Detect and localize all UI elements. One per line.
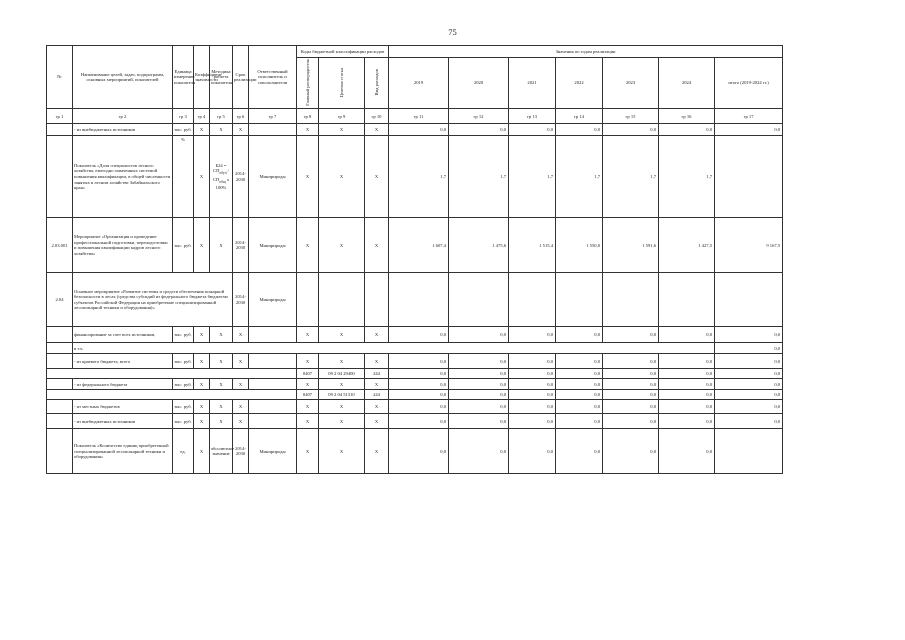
row-value: 0,0 <box>603 124 659 136</box>
row-value: 0,0 <box>509 354 556 369</box>
header-kbk1-text: Главный распорядитель <box>304 59 310 106</box>
row-value: 0,0 <box>603 400 659 414</box>
row-value: 0,0 <box>603 369 659 379</box>
row-coef: X <box>194 429 210 474</box>
row-value: 1,7 <box>659 136 715 218</box>
row-responsible <box>249 379 297 390</box>
row-coef: X <box>194 136 210 218</box>
row-responsible <box>249 327 297 343</box>
row-total: 9 167,5 <box>715 218 783 273</box>
row-term: X <box>233 124 249 136</box>
row-unit: тыс. руб. <box>173 414 194 429</box>
row-value: 1 591,6 <box>603 218 659 273</box>
row-name: Основное мероприятие «Развитие системы и средств обеспечения пожарной безопасности в лесах (средства субсидий из федерального бюджета бюджетам субъектов Российской Федерации на приобретение специализированной лесопожарной техники и оборудования)» <box>73 273 233 327</box>
row-value: 0,0 <box>556 124 603 136</box>
row-kbk1: X <box>297 379 319 390</box>
row-kbk1: 0407 <box>297 390 319 400</box>
col-num: гр 13 <box>509 109 556 124</box>
row-value: 0,0 <box>659 379 715 390</box>
row-method-formula <box>210 136 233 218</box>
header-year-6: 2024 <box>659 58 715 109</box>
row-term: X <box>233 327 249 343</box>
formula-part: х 100% <box>215 176 230 191</box>
row-value: 0,0 <box>449 429 509 474</box>
row-method: X <box>210 379 233 390</box>
row-responsible <box>249 124 297 136</box>
row-num <box>47 379 73 390</box>
header-kbk3-text: Вид расходов <box>373 69 379 96</box>
row-kbk1: 0407 <box>297 369 319 379</box>
row-total <box>715 429 783 474</box>
row-value: 0,0 <box>509 124 556 136</box>
row-value: 1 550,0 <box>556 218 603 273</box>
col-num: гр 17 <box>715 109 783 124</box>
col-num: гр 6 <box>233 109 249 124</box>
row-value: 0,0 <box>449 369 509 379</box>
empty-cell <box>365 273 389 327</box>
table-row <box>47 414 783 429</box>
row-total: 0,0 <box>715 343 783 354</box>
row-value: 0,0 <box>449 124 509 136</box>
empty-cell <box>47 390 297 400</box>
row-value: 0,0 <box>449 390 509 400</box>
row-method: X <box>210 327 233 343</box>
row-kbk2: X <box>319 429 365 474</box>
row-name: - из федерального бюджета <box>73 379 173 390</box>
row-coef: X <box>194 124 210 136</box>
table-row <box>47 390 783 400</box>
header-kbk-group: Коды бюджетной классификации расходов <box>297 46 389 58</box>
header-name: Наименование целей, задач, подпрограмм, основных мероприятий, показателей <box>73 46 173 109</box>
table-row <box>47 354 783 369</box>
row-kbk1: X <box>297 414 319 429</box>
row-unit: тыс. руб. <box>173 379 194 390</box>
row-term: 2014-2030 <box>233 273 249 327</box>
row-value: 0,0 <box>509 369 556 379</box>
col-num: гр 12 <box>449 109 509 124</box>
row-kbk1: X <box>297 327 319 343</box>
row-value: 0,0 <box>603 390 659 400</box>
row-term: X <box>233 414 249 429</box>
empty-cell <box>659 273 715 327</box>
row-value: 1,7 <box>389 136 449 218</box>
row-value: 0,0 <box>509 429 556 474</box>
row-coef: X <box>194 354 210 369</box>
row-kbk3: X <box>365 429 389 474</box>
row-name: - из краевого бюджета, всего <box>73 354 173 369</box>
table-row <box>47 429 783 474</box>
header-kbk3 <box>365 58 389 109</box>
row-term: 2014-2030 <box>233 218 249 273</box>
row-responsible <box>249 400 297 414</box>
row-value: 0,0 <box>659 124 715 136</box>
row-kbk3: X <box>365 400 389 414</box>
row-kbk2: X <box>319 124 365 136</box>
empty-cell <box>556 273 603 327</box>
header-year-1: 2019 <box>389 58 449 109</box>
row-value: 1 475,6 <box>449 218 509 273</box>
row-coef: X <box>194 327 210 343</box>
row-name: в т.ч. <box>73 343 715 354</box>
col-num: гр 11 <box>389 109 449 124</box>
row-coef: X <box>194 218 210 273</box>
row-responsible <box>249 414 297 429</box>
header-responsible: Ответственный исполнитель и соисполнители <box>249 46 297 109</box>
header-year-3: 2021 <box>509 58 556 109</box>
header-kbk2 <box>319 58 365 109</box>
table-row <box>47 343 783 354</box>
row-term: X <box>233 379 249 390</box>
header-method: Методика расчета показателя <box>210 46 233 109</box>
row-kbk3: X <box>365 218 389 273</box>
row-kbk1: X <box>297 218 319 273</box>
row-value: 0,0 <box>659 354 715 369</box>
row-unit: тыс. руб. <box>173 124 194 136</box>
row-responsible: Минприроды <box>249 429 297 474</box>
row-num <box>47 354 73 369</box>
header-year-5: 2023 <box>603 58 659 109</box>
row-kbk1: X <box>297 124 319 136</box>
header-total: итого (2019-2024 гг.) <box>715 58 783 109</box>
row-value: 0,0 <box>509 327 556 343</box>
header-coef: Коэффициент значимости <box>194 46 210 109</box>
row-kbk3: X <box>365 414 389 429</box>
row-value: 0,0 <box>389 379 449 390</box>
empty-cell <box>319 273 365 327</box>
row-value: 0,0 <box>659 400 715 414</box>
row-kbk3: X <box>365 379 389 390</box>
row-value: 0,0 <box>603 327 659 343</box>
table-row <box>47 369 783 379</box>
row-total: 0,0 <box>715 390 783 400</box>
row-responsible <box>249 354 297 369</box>
row-method: X <box>210 124 233 136</box>
row-total: 0,0 <box>715 327 783 343</box>
row-method: X <box>210 354 233 369</box>
table-row <box>47 124 783 136</box>
col-num: гр 7 <box>249 109 297 124</box>
row-num <box>47 327 73 343</box>
row-term: X <box>233 354 249 369</box>
row-responsible: Минприроды <box>249 136 297 218</box>
row-num <box>47 136 73 218</box>
row-kbk1: X <box>297 400 319 414</box>
table-row <box>47 327 783 343</box>
row-method: X <box>210 414 233 429</box>
col-num: гр 3 <box>173 109 194 124</box>
header-year-4: 2022 <box>556 58 603 109</box>
row-name: - из внебюджетных источников <box>73 414 173 429</box>
row-value: 1,7 <box>509 136 556 218</box>
empty-cell <box>47 369 297 379</box>
row-value: 0,0 <box>389 414 449 429</box>
row-kbk2: 09 2 04 51310 <box>319 390 365 400</box>
header-num: № <box>47 46 73 109</box>
row-kbk2: X <box>319 218 365 273</box>
row-name: Показатель «Количество единиц приобретенной специализированной лесопожарной техники и оборудования» <box>73 429 173 474</box>
row-unit: ед. <box>173 429 194 474</box>
empty-cell <box>603 273 659 327</box>
table-row <box>47 273 783 327</box>
header-row-1 <box>47 46 783 58</box>
formula-part: / СП <box>212 168 229 182</box>
row-value: 0,0 <box>556 414 603 429</box>
row-value: 1,7 <box>603 136 659 218</box>
table-row <box>47 400 783 414</box>
row-value: 0,0 <box>389 124 449 136</box>
empty-cell <box>297 273 319 327</box>
row-unit: тыс. руб. <box>173 218 194 273</box>
empty-cell <box>715 273 783 327</box>
row-unit: % <box>173 136 194 218</box>
row-value: 1 607,4 <box>389 218 449 273</box>
row-kbk2: X <box>319 414 365 429</box>
row-method: X <box>210 218 233 273</box>
header-years-group: Значения по годам реализации <box>389 46 783 58</box>
formula-sub: общ <box>219 179 226 184</box>
row-kbk2: X <box>319 327 365 343</box>
row-value: 0,0 <box>603 379 659 390</box>
row-kbk2: X <box>319 136 365 218</box>
empty-cell <box>509 273 556 327</box>
row-value: 0,0 <box>603 414 659 429</box>
empty-cell <box>449 273 509 327</box>
row-kbk2: X <box>319 354 365 369</box>
row-value: 0,0 <box>556 390 603 400</box>
row-value: 0,0 <box>449 327 509 343</box>
row-value: 0,0 <box>659 327 715 343</box>
row-value: 0,0 <box>449 379 509 390</box>
row-num <box>47 343 73 354</box>
row-kbk1: X <box>297 136 319 218</box>
row-method: абсолютное значение <box>210 429 233 474</box>
col-num: гр 8 <box>297 109 319 124</box>
row-kbk2: X <box>319 379 365 390</box>
row-kbk3: 244 <box>365 369 389 379</box>
row-term: 2014-2030 <box>233 136 249 218</box>
row-kbk1: X <box>297 429 319 474</box>
row-value: 0,0 <box>509 400 556 414</box>
header-unit: Единица измерения показателя <box>173 46 194 109</box>
row-value: 0,0 <box>449 414 509 429</box>
row-kbk3: X <box>365 136 389 218</box>
row-value: 0,0 <box>659 390 715 400</box>
row-value: 0,0 <box>509 414 556 429</box>
row-kbk2: 09 2 04 29400 <box>319 369 365 379</box>
row-value: 1 515,4 <box>509 218 556 273</box>
row-term: X <box>233 400 249 414</box>
row-value: 1,7 <box>449 136 509 218</box>
formula-part: СП <box>213 168 220 174</box>
header-term: Срок реализации <box>233 46 249 109</box>
row-coef: X <box>194 400 210 414</box>
row-kbk2: X <box>319 400 365 414</box>
row-unit: тыс. руб. <box>173 354 194 369</box>
col-num: гр 2 <box>73 109 173 124</box>
row-value: 0,0 <box>389 429 449 474</box>
row-value: 0,0 <box>556 400 603 414</box>
row-total: 0,0 <box>715 379 783 390</box>
row-name: Показатель «Доля специалистов лесного хозяйства, ежегодно охваченных системой повышения квалификации, в общей численности занятых в лесном хозяйстве Забайкальского края» <box>73 136 173 218</box>
col-num: гр 10 <box>365 109 389 124</box>
row-kbk3: 244 <box>365 390 389 400</box>
row-value: 0,0 <box>389 327 449 343</box>
col-num: гр 9 <box>319 109 365 124</box>
row-name: финансирование за счет всех источников, <box>73 327 173 343</box>
row-num <box>47 124 73 136</box>
row-num <box>47 400 73 414</box>
table-row <box>47 136 783 218</box>
row-value: 0,0 <box>449 354 509 369</box>
row-responsible: Минприроды <box>249 218 297 273</box>
row-kbk1: X <box>297 354 319 369</box>
program-table <box>46 45 783 474</box>
row-value: 0,0 <box>603 429 659 474</box>
row-total: 0,0 <box>715 369 783 379</box>
row-name: - из местных бюджетов <box>73 400 173 414</box>
row-value: 0,0 <box>389 390 449 400</box>
row-value: 0,0 <box>556 379 603 390</box>
row-unit: тыс. руб. <box>173 327 194 343</box>
row-kbk3: X <box>365 124 389 136</box>
row-value: 0,0 <box>556 429 603 474</box>
header-kbk1 <box>297 58 319 109</box>
row-value: 0,0 <box>556 354 603 369</box>
column-numbers-row <box>47 109 783 124</box>
row-coef: X <box>194 414 210 429</box>
col-num: гр 4 <box>194 109 210 124</box>
col-num: гр 15 <box>603 109 659 124</box>
row-value: 0,0 <box>509 379 556 390</box>
table-row <box>47 379 783 390</box>
header-year-2: 2020 <box>449 58 509 109</box>
row-value: 0,0 <box>659 369 715 379</box>
formula-part: Б24 = <box>215 162 227 168</box>
row-num <box>47 414 73 429</box>
row-kbk3: X <box>365 354 389 369</box>
row-value: 0,0 <box>509 390 556 400</box>
row-value: 0,0 <box>389 400 449 414</box>
row-value: 0,0 <box>389 369 449 379</box>
row-num: 2.04 <box>47 273 73 327</box>
row-total <box>715 136 783 218</box>
row-responsible: Минприроды <box>249 273 297 327</box>
col-num: гр 1 <box>47 109 73 124</box>
row-total: 0,0 <box>715 124 783 136</box>
empty-cell <box>389 273 449 327</box>
row-value: 0,0 <box>389 354 449 369</box>
row-value: 0,0 <box>556 327 603 343</box>
row-name: - из внебюджетных источников <box>73 124 173 136</box>
row-unit: тыс. руб. <box>173 400 194 414</box>
row-num <box>47 429 73 474</box>
row-value: 0,0 <box>603 354 659 369</box>
table-row <box>47 218 783 273</box>
row-method: X <box>210 400 233 414</box>
row-kbk3: X <box>365 327 389 343</box>
header-kbk2-text: Целевая статья <box>338 67 344 98</box>
col-num: гр 14 <box>556 109 603 124</box>
row-total: 0,0 <box>715 354 783 369</box>
row-value: 0,0 <box>449 400 509 414</box>
row-coef: X <box>194 379 210 390</box>
row-value: 0,0 <box>659 414 715 429</box>
row-total: 0,0 <box>715 414 783 429</box>
col-num: гр 5 <box>210 109 233 124</box>
row-total: 0,0 <box>715 400 783 414</box>
row-value: 1,7 <box>556 136 603 218</box>
row-value: 1 427,5 <box>659 218 715 273</box>
formula-sub: обуч <box>219 171 227 176</box>
row-value: 0,0 <box>659 429 715 474</box>
row-term: 2014-2030 <box>233 429 249 474</box>
row-num: 2.03.001 <box>47 218 73 273</box>
row-value: 0,0 <box>556 369 603 379</box>
col-num: гр 16 <box>659 109 715 124</box>
row-name: Мероприятие «Организация и проведение профессиональной подготовки, переподготовки и повышения квалификации кадров лесного хозяйства» <box>73 218 173 273</box>
page-number: 75 <box>448 27 457 37</box>
